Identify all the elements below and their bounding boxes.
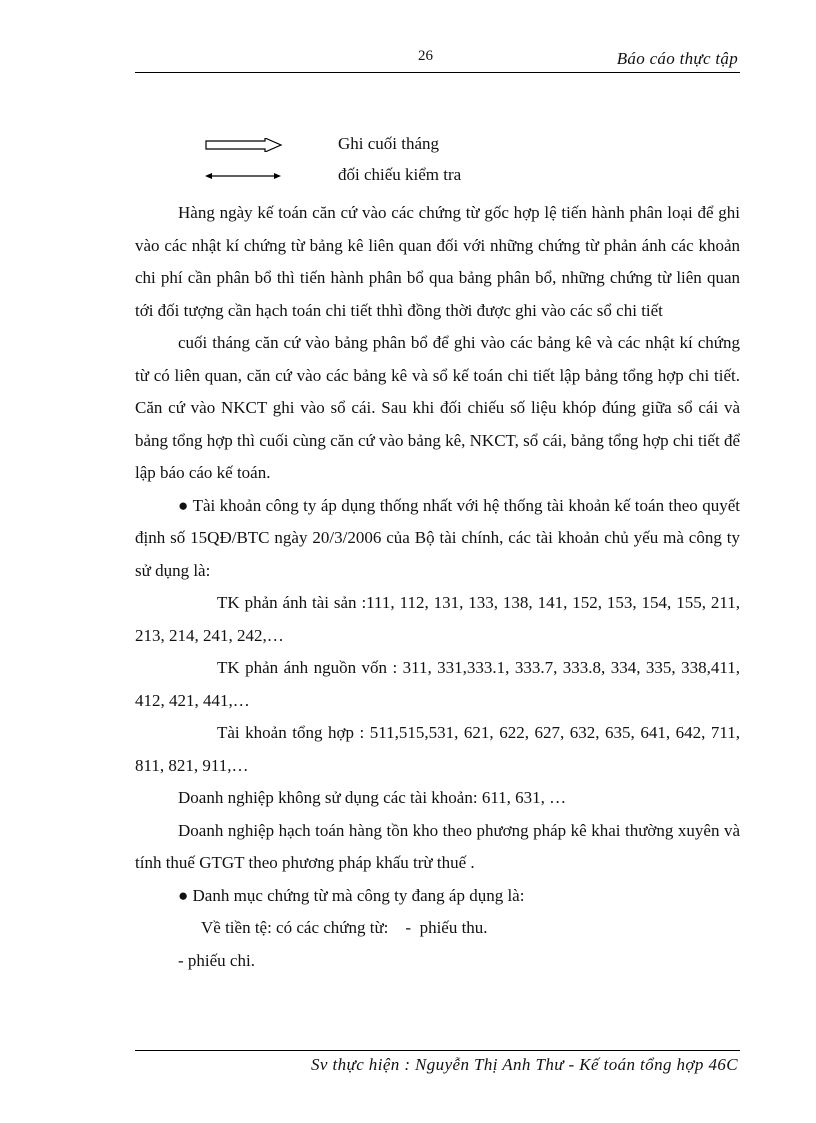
bullet-dot: ● bbox=[178, 495, 193, 515]
bullet-dot: ● bbox=[178, 885, 193, 905]
footer-rule bbox=[135, 1050, 740, 1051]
hollow-right-arrow-icon bbox=[205, 138, 285, 152]
bullet-documents-text: Danh mục chứng từ mà công ty đang áp dụng là: bbox=[192, 885, 525, 905]
accounts-summary: Tài khoản tổng hợp : 511,515,531, 621, 622, 627, 632, 635, 641, 642, 711, 811, 821, 911,… bbox=[135, 723, 740, 775]
bullet-accounts-text: Tài khoản công ty áp dụng thống nhất với hệ thống tài khoản kế toán theo quyết định số 15QĐ/BTC ngày 20/3/2006 của Bộ tài chính, các tài khoản chủ yếu mà công ty sử dụng là: bbox=[135, 495, 740, 580]
document-body bbox=[135, 197, 740, 977]
cash-documents: Về tiền tệ: có các chứng từ: - phiếu thu. bbox=[201, 918, 488, 937]
legend-item-monthly bbox=[205, 134, 505, 160]
header-title: Báo cáo thực tập bbox=[616, 49, 738, 68]
legend-label-reconcile: đối chiếu kiểm tra bbox=[338, 165, 462, 184]
accounts-assets: TK phản ánh tài sản :111, 112, 131, 133, 138, 141, 152, 153, 154, 155, 211, 213, 214, 241, 242,… bbox=[135, 593, 740, 645]
paragraph-monthly-process: cuối tháng căn cứ vào bảng phân bổ để ghi vào các bảng kê và các nhật kí chứng từ có liên quan, căn cứ vào các bảng kê và sổ kế toán chi tiết lập bảng tổng hợp chi tiết. Căn cứ vào NKCT ghi vào sổ cái. Sau khi đối chiếu số liệu khóp đúng giữa sổ cái và bảng tổng hợp thì cuối cùng căn cứ vào bảng kê, NKCT, sổ cái, bảng tổng hợp chi tiết để lập báo cáo kế toán. bbox=[135, 333, 740, 482]
bullet-accounts bbox=[135, 490, 740, 588]
paragraph-daily-process: Hàng ngày kế toán căn cứ vào các chứng từ gốc hợp lệ tiến hành phân loại để ghi vào các nhật kí chứng từ bảng kê liên quan đối với những chứng từ phản ánh các khoản chi phí cần phân bổ thì tiến hành phân bổ qua bảng phân bổ, những chứng từ liên quan tới đối tượng cần hạch toán chi tiết thhì đồng thời được ghi vào các sổ chi tiết bbox=[135, 203, 740, 320]
paragraph-inventory-method: Doanh nghiệp hạch toán hàng tồn kho theo phương pháp kê khai thường xuyên và tính thuế GTGT theo phương pháp khấu trừ thuế . bbox=[135, 820, 740, 872]
accounts-not-used: Doanh nghiệp không sử dụng các tài khoản: 611, 631, … bbox=[178, 788, 567, 807]
legend-item-reconcile bbox=[205, 165, 505, 191]
header-rule bbox=[135, 72, 740, 73]
payment-voucher: - phiếu chi. bbox=[178, 950, 255, 970]
accounts-capital: TK phản ánh nguồn vốn : 311, 331,333.1, 333.7, 333.8, 334, 335, 338,411, 412, 421, 441,… bbox=[135, 658, 740, 710]
footer-author: Sv thực hiện : Nguyễn Thị Anh Thư - Kế toán tổng hợp 46C bbox=[311, 1055, 738, 1074]
double-headed-arrow-icon bbox=[205, 169, 285, 183]
page-number: 26 bbox=[418, 48, 433, 64]
bullet-documents bbox=[135, 880, 740, 913]
legend-label-monthly: Ghi cuối tháng bbox=[338, 134, 440, 153]
